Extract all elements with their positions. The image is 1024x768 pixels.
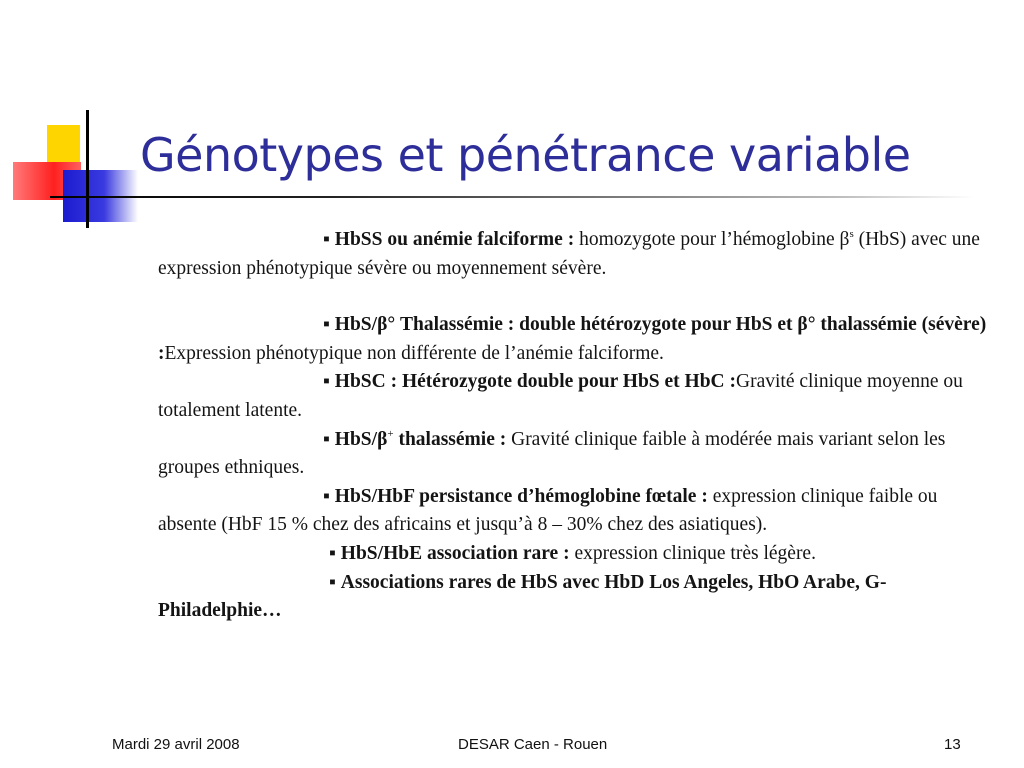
footer-date: Mardi 29 avril 2008 [112, 736, 240, 753]
bullet-icon: ▪ [323, 229, 330, 250]
list-item-hbs-beta-plus [158, 426, 1000, 483]
item-term: Associations rares de HbS avec HbD Los Angeles, HbO Arabe, G-Philadelphie… [158, 571, 887, 622]
list-item-hbs-hbe [158, 540, 1000, 569]
bullet-icon: ▪ [323, 485, 330, 507]
item-term: HbS/β° Thalassémie : double hétérozygote pour HbS et β° thalassémie (sévère) : [158, 314, 987, 364]
superscript: s [849, 228, 854, 240]
item-term: HbSC : Hétérozygote double pour HbS et HbC : [334, 371, 737, 393]
title-underline-divider [50, 196, 974, 198]
slide-body [158, 226, 1000, 626]
item-description: Gravité clinique faible à modérée mais variant selon les groupes ethniques. [158, 428, 946, 479]
item-description: Expression phénotypique non différente de l’anémie falciforme. [164, 342, 664, 364]
list-item-rare-associations [158, 569, 1000, 626]
item-description: Gravité clinique moyenne ou totalement latente. [158, 371, 963, 421]
superscript: + [387, 427, 394, 440]
list-item-hbsc [158, 368, 1000, 425]
bullet-icon: ▪ [329, 571, 336, 593]
footer-page-number: 13 [944, 736, 961, 753]
item-term: HbS/β [334, 428, 388, 450]
item-description: homozygote pour l’hémoglobine β [574, 229, 850, 250]
item-description: expression clinique très légère. [569, 542, 816, 564]
item-term: HbS/HbF persistance d’hémoglobine fœtale : [334, 485, 708, 507]
list-item-hbs-hbf [158, 483, 1000, 540]
bullet-icon: ▪ [329, 542, 336, 564]
item-term-cont: thalassémie : [393, 428, 507, 450]
bullet-icon: ▪ [323, 428, 330, 450]
item-description-cont: (HbS) avec une expression phénotypique sévère ou moyennement sévère. [158, 229, 980, 279]
list-item-hbs-beta0 [158, 311, 1000, 368]
list-item-hbss [158, 226, 1000, 283]
item-term: HbSS ou anémie falciforme : [334, 229, 575, 250]
bullet-icon: ▪ [323, 314, 330, 336]
bullet-icon: ▪ [323, 371, 330, 393]
footer-presentation-name: DESAR Caen - Rouen [458, 736, 608, 753]
slide-title: Génotypes et pénétrance variable [140, 128, 911, 182]
corner-decoration-vertical-line [86, 110, 89, 228]
item-description: expression clinique faible ou absente (HbF 15 % chez des africains et jusqu’à 8 – 30% chez des asiatiques). [158, 485, 938, 536]
item-term: HbS/HbE association rare : [340, 542, 570, 564]
